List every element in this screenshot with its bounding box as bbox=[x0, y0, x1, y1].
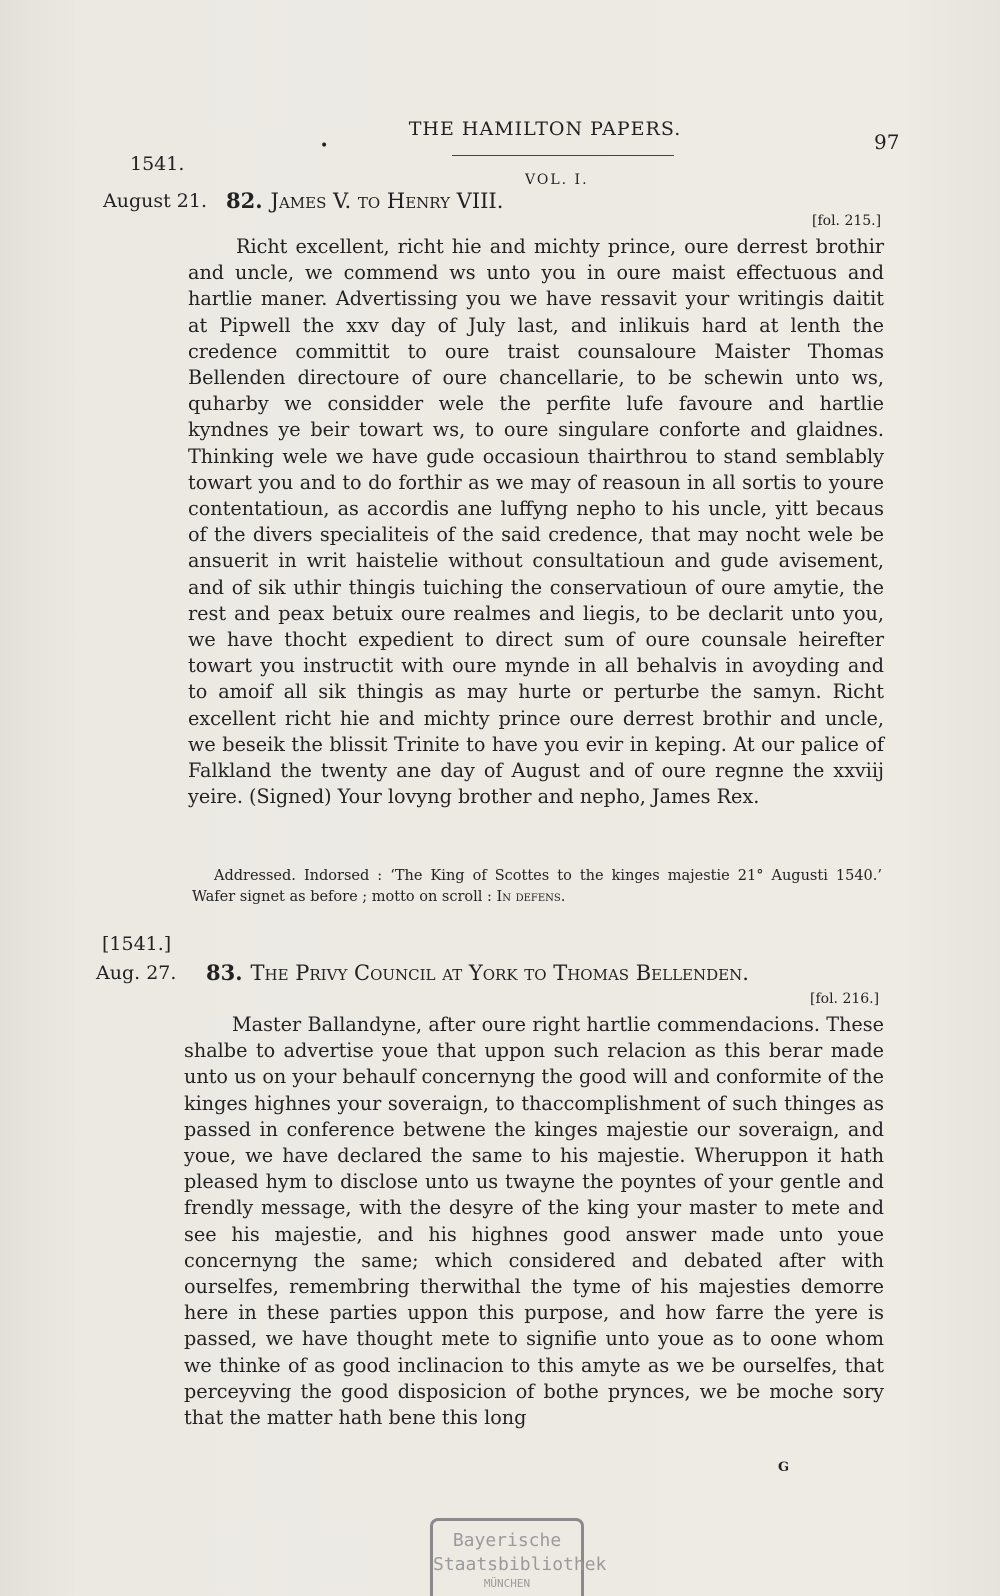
entry-83-date: Aug. 27. bbox=[96, 962, 177, 984]
entry-83-heading bbox=[206, 960, 749, 985]
entry-82-folio: [fol. 215.] bbox=[812, 213, 882, 229]
header-rule bbox=[452, 155, 674, 156]
entry-82-heading bbox=[226, 188, 503, 213]
entry-82-paragraph: Richt excellent, richt hie and michty prince, oure derrest brothir and uncle, we commend ws unto you in oure maist effectuous and hartlie maner. Advertissing you we have ressavit your writingis daitit at Pipwell the xxv day of July last, and inlikuis hard at lenth the credence committit to oure traist counsaloure Maister Thomas Bellenden directoure of oure chancellarie, to be schewin unto ws, quharby we considder wele the perfite lufe favoure and hartlie kyndnes ye beir towart ws, to oure singulare conforte and glaidnes. Thinking wele we have gude occasioun thairthrou to stand semblably towart you and to do forthir as we may of reasoun in all sortis to youre contentatioun, as accordis ane luffyng nepho to his uncle, yitt becaus of the divers specialiteis of the said credence, that may nocht wele be ansuerit in writ haistelie without consultatioun and gude avisement, and of sik uthir thingis tuiching the conservatioun of oure amytie, the rest and peax betuix oure realmes and liegis, to be declarit unto you, we have thocht expedient to direct sum of oure counsale heirefter towart you instructit with oure mynde in all behalvis in avoyding and to amoif all sik thingis as may hurte or perturbe the samyn. Richt excellent richt hie and michty prince oure derrest brothir and uncle, we beseik the blissit Trinite to have you evir in keping. At our palice of Falkland the twenty ane day of August and of oure regnne the xxviij yeire. (Signed) Your lovyng brother and nepho, James Rex. bbox=[188, 235, 884, 809]
page-number: 97 bbox=[874, 130, 900, 154]
running-title: THE HAMILTON PAPERS. bbox=[408, 118, 682, 140]
stamp-line-2: Staatsbibliothek bbox=[433, 1554, 607, 1575]
entry-82-number: 82. bbox=[226, 188, 263, 213]
stamp-line-3: MÜNCHEN bbox=[483, 1577, 531, 1590]
entry-82-note-text: Addressed. Indorsed : ‘The King of Scottes to the kinges majestie 21° Augusti 1540.’ Wafer signet as before ; motto on scroll : bbox=[192, 868, 882, 905]
entry-83-body bbox=[184, 1012, 884, 1431]
entry-82-year: 1541. bbox=[130, 153, 185, 175]
entry-83-number: 83. bbox=[206, 960, 243, 985]
entry-82-motto: In defens. bbox=[496, 889, 566, 905]
entry-82-date: August 21. bbox=[103, 190, 207, 212]
entry-83-year: [1541.] bbox=[102, 933, 172, 955]
stamp-line-1: Bayerische bbox=[452, 1530, 562, 1551]
entry-83-paragraph: Master Ballandyne, after oure right hartlie commendacions. These shalbe to advertise youe that uppon such relacion as this berar made unto us on your behaulf concernyng the good will and conformite of the kinges highnes your soveraign, to thaccomplishment of such thinges as passed in conference betwene the kinges majestie our soveraign, and youe, we have declared the same to his majestie. Wheruppon it hath pleased hym to disclose unto us twayne the poyntes of your gentle and frendly message, with the desyre of the king your master to mete and see his majestie, and his highnes good answer made unto youe concernyng the same; which considered and debated after with ourselfes, remembring therwithal the tyme of his majesties demorre here in these parties uppon this purpose, and how farre the yere is passed, we have thought mete to signifie unto youe as to oone whom we thinke of as good inclinacion to this amyte as we be ourselfes, that perceyving the good disposicion of bothe prynces, we be moche sory that the matter hath bene this long bbox=[184, 1013, 884, 1430]
signature-mark: G bbox=[778, 1460, 790, 1475]
entry-82-note bbox=[192, 866, 882, 908]
entry-82-body bbox=[188, 234, 884, 810]
header-dot: • bbox=[320, 138, 329, 154]
volume-label: VOL. I. bbox=[525, 172, 589, 188]
entry-83-folio: [fol. 216.] bbox=[810, 991, 880, 1007]
entry-83-title: The Privy Council at York to Thomas Bellenden. bbox=[250, 961, 749, 985]
library-stamp bbox=[430, 1518, 607, 1596]
entry-82-title: James V. to Henry VIII. bbox=[270, 189, 504, 213]
